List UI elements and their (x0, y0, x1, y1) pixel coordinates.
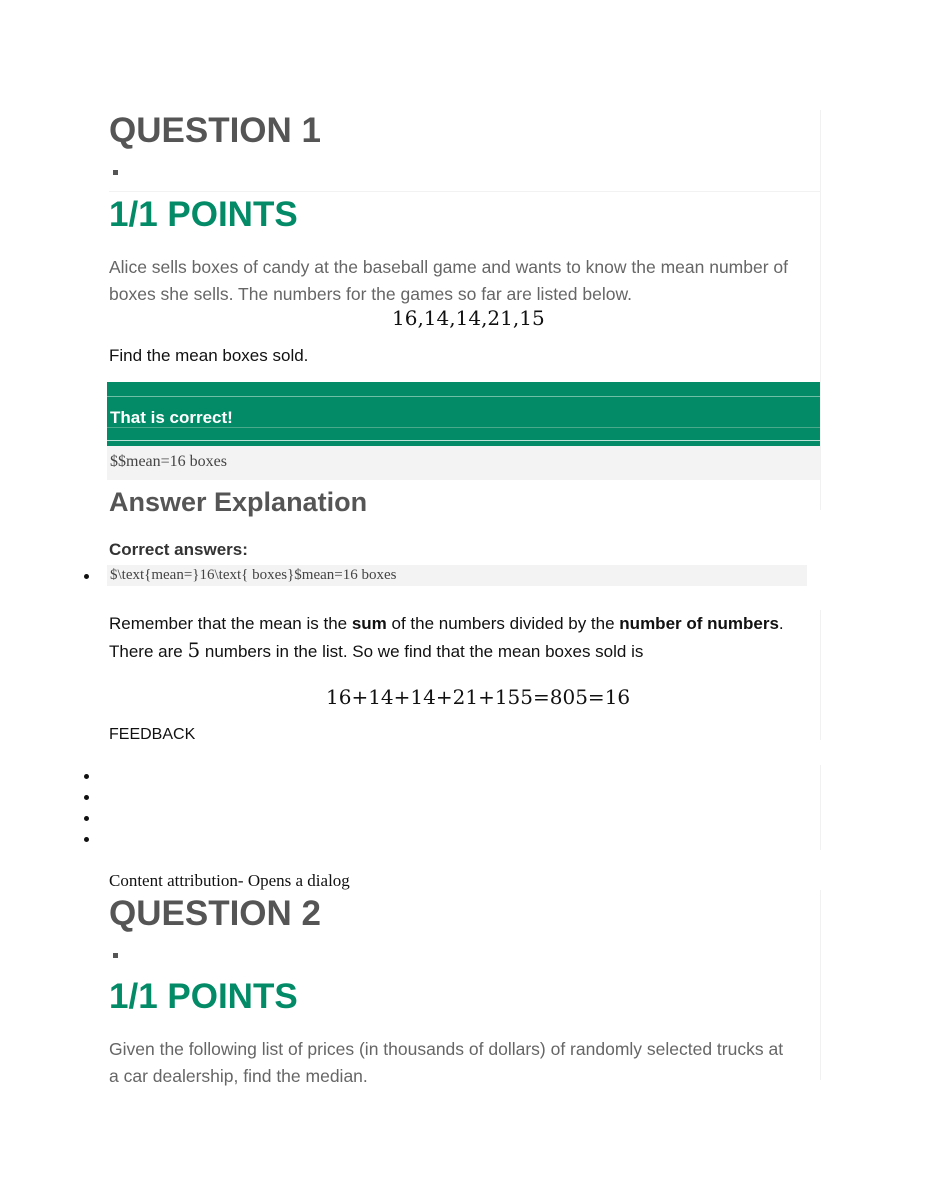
question-1-instruction: Find the mean boxes sold. (109, 346, 309, 365)
explanation-text: Remember that the mean is the sum of the numbers divided by the number of numbers. There are 5 numbers in the list. So we find that the mean boxes sold is (109, 614, 784, 662)
correct-answer-box (107, 565, 807, 586)
question-1-points: 1/1 POINTS (109, 195, 298, 234)
banner-rule (107, 440, 820, 441)
bullet (84, 774, 89, 779)
explanation-heading: Answer Explanation (109, 487, 368, 517)
question-2-prompt-line-1: Given the following list of prices (in thousands of dollars) of randomly selected trucks at (109, 1039, 784, 1059)
data-list: 16,14,14,21,15 (392, 306, 545, 330)
question-2-dot (113, 953, 118, 958)
correct-answer: $\text{mean=}16\text{ boxes}$mean=16 boxes (110, 567, 397, 583)
content-column-edge (0, 765, 821, 850)
bullet (84, 837, 89, 842)
mean-formula: 16+14+14+21+155=805=16 (326, 685, 631, 709)
result-text: That is correct! (110, 408, 233, 427)
question-1-dot (113, 170, 118, 175)
question-1-prompt: Alice sells boxes of candy at the baseball game and wants to know the mean number of boxes she sells. The numbers for the games so far are listed below. (109, 257, 789, 304)
bullet (84, 816, 89, 821)
question-2-prompt-line-2: a car dealership, find the median. (109, 1066, 368, 1086)
divider (109, 191, 821, 192)
question-2-title: QUESTION 2 (109, 894, 321, 933)
submitted-answer: $$mean=16 boxes (110, 453, 227, 470)
submitted-answer-box (107, 446, 820, 480)
bullet (84, 795, 89, 800)
bullet (84, 574, 89, 579)
correct-answers-label: Correct answers: (109, 540, 248, 559)
result-banner (107, 382, 820, 446)
question-1-title: QUESTION 1 (109, 111, 321, 150)
feedback-label: FEEDBACK (109, 726, 196, 743)
question-2-points: 1/1 POINTS (109, 977, 298, 1016)
content-attribution-link[interactable]: Content attribution- Opens a dialog (109, 871, 350, 890)
banner-rule (107, 396, 820, 397)
banner-rule (107, 427, 820, 428)
